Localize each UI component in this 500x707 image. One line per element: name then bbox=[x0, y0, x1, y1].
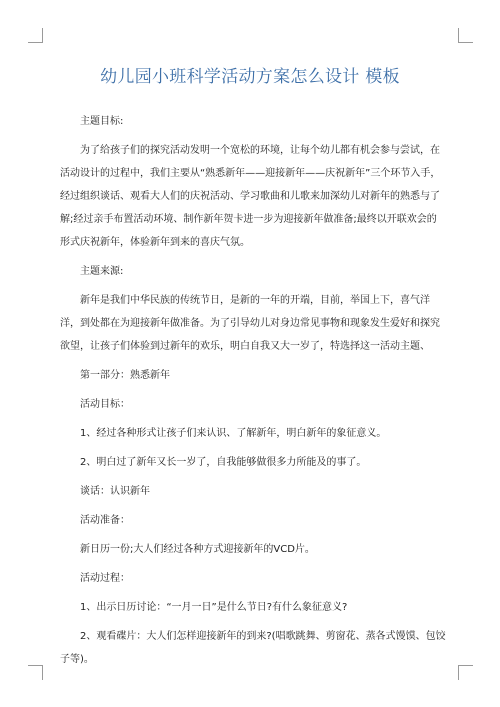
paragraph-theme-goal: 为了给孩子们的探究活动发明一个宽松的环境，让每个幼儿都有机会参与尝试，在活动设计的过程中，我们主要从“熟悉新年——迎接新年——庆祝新年”三个环节入手，经过组织谈话、观看大人们的庆祝活动、学习歌曲和儿歌来加深幼儿对新年的熟悉与了解;经过亲手布置活动环境、制作新年贺卡进一步为迎接新年做准备;最终以开联欢会的形式庆祝新年，体验新年到来的喜庆气氛。 bbox=[60, 145, 441, 248]
paragraph-theme-source: 新年是我们中华民族的传统节日，是新的一年的开端，目前，举国上下，喜气洋洋，到处都在为迎接新年做准备。为了引导幼儿对身边常见事物和现象发生爱好和探究欲望，让孩子们体验到过新年的欢乐，明白自我又大一岁了，特选择这一活动主题、 bbox=[60, 295, 440, 352]
heading-part-one: 第一部分：熟悉新年 bbox=[80, 370, 170, 381]
document-body bbox=[60, 110, 446, 677]
heading-talk: 谈话：认识新年 bbox=[80, 486, 150, 497]
paragraph-preparation: 新日历一份;大人们经过各种方式迎接新年的VCD片。 bbox=[80, 544, 315, 555]
list-item-process-1: 1、出示日历讨论：“一月一日”是什么节日?有什么象征意义? bbox=[80, 602, 348, 613]
heading-theme-goal: 主题目标: bbox=[80, 116, 124, 127]
crop-mark-top-left bbox=[28, 28, 43, 43]
heading-theme-source: 主题来源: bbox=[80, 266, 124, 277]
crop-mark-bottom-right bbox=[458, 665, 473, 680]
list-item-goal-2: 2、明白过了新年又长一岁了，自我能够做很多力所能及的事了。 bbox=[80, 457, 367, 468]
heading-activity-goal: 活动目标： bbox=[80, 399, 130, 410]
list-item-goal-1: 1、经过各种形式让孩子们来认识、了解新年，明白新年的象征意义。 bbox=[80, 428, 387, 439]
document-title: 幼儿园小班科学活动方案怎么设计 模板 bbox=[100, 67, 400, 87]
heading-process: 活动过程： bbox=[80, 573, 130, 584]
crop-mark-top-right bbox=[458, 28, 473, 43]
crop-mark-bottom-left bbox=[28, 665, 43, 680]
heading-preparation: 活动准备： bbox=[80, 515, 130, 526]
list-item-process-2: 2、观看碟片：大人们怎样迎接新年的到来?(唱歌跳舞、剪窗花、蒸各式馒馍、包饺子等)。 bbox=[60, 631, 446, 665]
